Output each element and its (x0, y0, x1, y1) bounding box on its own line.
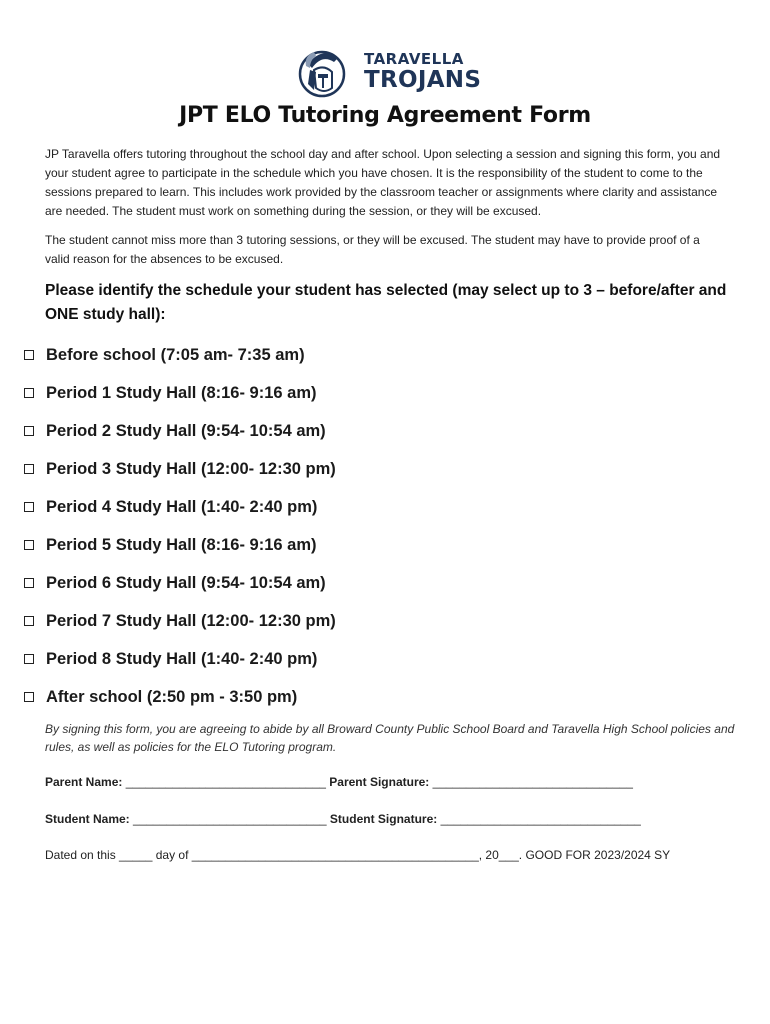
option-period-7[interactable] (24, 602, 724, 640)
option-period-1[interactable] (24, 374, 724, 412)
option-label: Period 5 Study Hall (8:16- 9:16 am) (46, 535, 317, 554)
checkbox[interactable] (24, 540, 34, 550)
option-before-school[interactable] (24, 336, 724, 374)
option-period-6[interactable] (24, 564, 724, 602)
schedule-prompt: Please identify the schedule your student has selected (may select up to 3 – before/after and ONE study hall): (45, 282, 727, 323)
option-period-8[interactable] (24, 640, 724, 678)
student-signature-field[interactable]: ______________________________ (440, 812, 641, 826)
parent-name-field[interactable]: ______________________________ (125, 775, 326, 789)
option-label: Period 3 Study Hall (12:00- 12:30 pm) (46, 459, 336, 478)
checkbox[interactable] (24, 388, 34, 398)
checkbox[interactable] (24, 654, 34, 664)
option-label: Period 4 Study Hall (1:40- 2:40 pm) (46, 497, 318, 516)
option-label: Before school (7:05 am- 7:35 am) (46, 345, 305, 364)
parent-name-label: Parent Name: (45, 775, 123, 789)
option-after-school[interactable] (24, 678, 724, 716)
option-period-3[interactable] (24, 450, 724, 488)
schedule-options (24, 336, 724, 716)
parent-signature-row (45, 775, 633, 789)
checkbox[interactable] (24, 350, 34, 360)
parent-signature-field[interactable]: ______________________________ (432, 775, 633, 789)
logo-line-taravella: TARAVELLA (364, 50, 464, 68)
logo-wordmark (364, 52, 481, 92)
logo-line-trojans: TROJANS (364, 67, 482, 93)
option-label: Period 7 Study Hall (12:00- 12:30 pm) (46, 611, 336, 630)
checkbox[interactable] (24, 464, 34, 474)
student-signature-row (45, 812, 641, 826)
checkbox[interactable] (24, 616, 34, 626)
agreement-statement: By signing this form, you are agreeing to abide by all Broward County Public School Board and Taravella High School policies and rules, as well as policies for the ELO Tutoring program. (45, 722, 735, 754)
option-period-2[interactable] (24, 412, 724, 450)
trojan-helmet-icon (294, 44, 350, 100)
checkbox[interactable] (24, 426, 34, 436)
intro-paragraph: JP Taravella offers tutoring throughout the school day and after school. Upon selecting a session and signing this form, you and your student agree to participate in the schedule which you have chosen. It is the responsibility of the student to come to the sessions prepared to learn. This includes work provided by the classroom teacher or assignments where clarity and assistance are needed. The student must work on something during the session, or they will be excused. (45, 147, 721, 218)
student-name-field[interactable]: _____________________________ (133, 812, 327, 826)
checkbox[interactable] (24, 578, 34, 588)
student-signature-label: Student Signature: (329, 812, 438, 826)
form-title: JPT ELO Tutoring Agreement Form (179, 103, 591, 128)
checkbox[interactable] (24, 692, 34, 702)
school-logo (294, 44, 481, 100)
dated-line[interactable]: Dated on this _____ day of ___________________________________________, 20___. GOOD FOR 2023/2024 SY (45, 848, 671, 862)
option-label: Period 6 Study Hall (9:54- 10:54 am) (46, 573, 326, 592)
option-period-4[interactable] (24, 488, 724, 526)
option-period-5[interactable] (24, 526, 724, 564)
option-label: Period 2 Study Hall (9:54- 10:54 am) (46, 421, 326, 440)
checkbox[interactable] (24, 502, 34, 512)
option-label: Period 8 Study Hall (1:40- 2:40 pm) (46, 649, 318, 668)
parent-signature-label: Parent Signature: (329, 775, 430, 789)
student-name-label: Student Name: (45, 812, 130, 826)
attendance-paragraph: The student cannot miss more than 3 tutoring sessions, or they will be excused. The student may have to provide proof of a valid reason for the absences to be excused. (45, 233, 700, 266)
option-label: After school (2:50 pm - 3:50 pm) (46, 687, 298, 706)
option-label: Period 1 Study Hall (8:16- 9:16 am) (46, 383, 317, 402)
